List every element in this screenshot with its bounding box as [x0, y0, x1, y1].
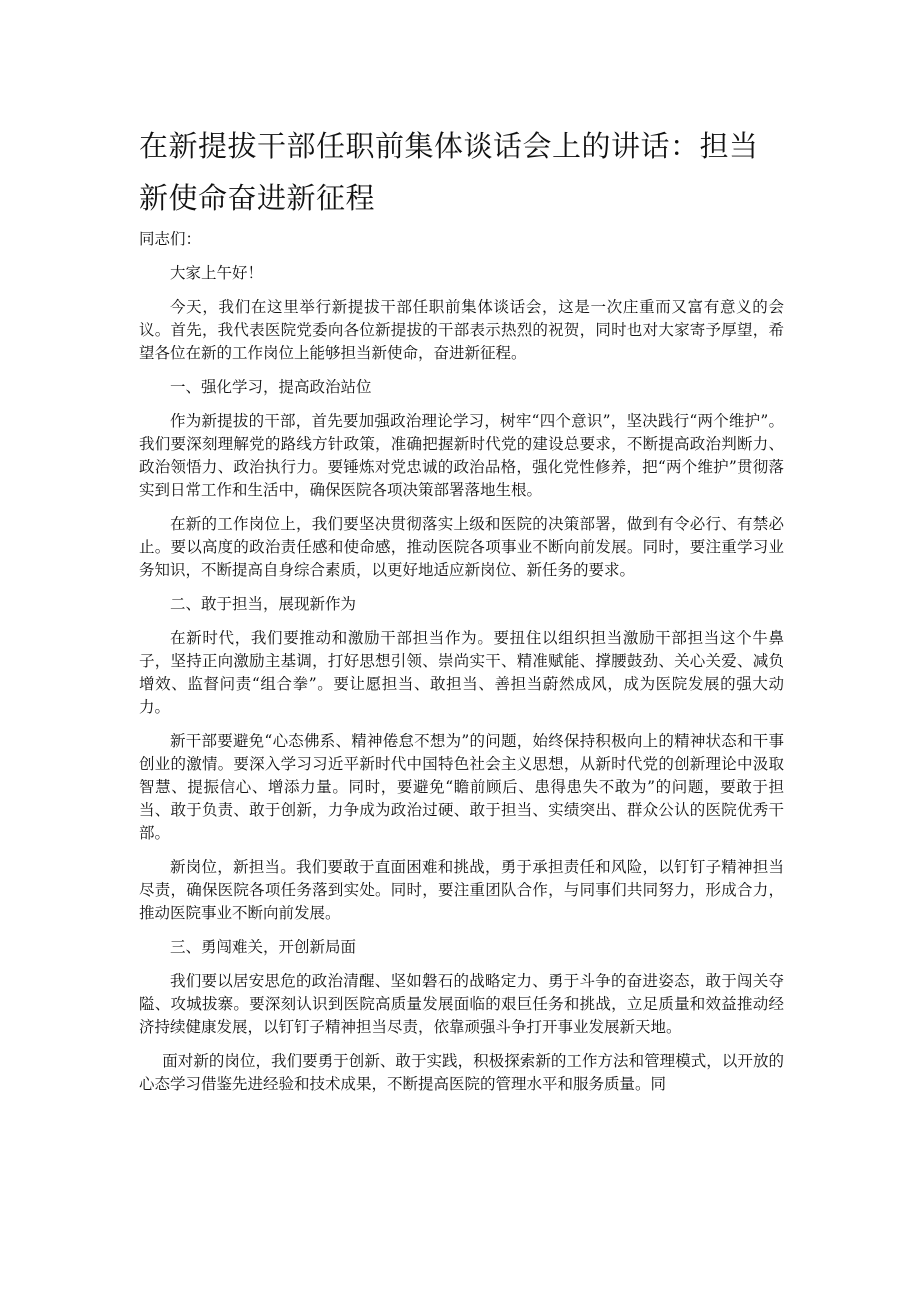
paragraph: 新岗位，新担当。我们要敢于直面困难和挑战，勇于承担责任和风险，以钉钉子精神担当尽责，确保医院各项任务落到实处。同时，要注重团队合作，与同事们共同努力，形成合力，推动医院事业不断向前发展。 [139, 858, 784, 922]
salutation: 同志们： [139, 230, 202, 248]
section-heading: 三、勇闯难关，开创新局面 [170, 938, 357, 956]
greeting: 大家上午好！ [170, 264, 264, 282]
document-page [139, 120, 784, 1107]
paragraph: 在新的工作岗位上，我们要坚决贯彻落实上级和医院的决策部署，做到有令必行、有禁必止。要以高度的政治责任感和使命感，推动医院各项事业不断向前发展。同时，要注重学习业务知识，不断提高自身综合素质，以更好地适应新岗位、新任务的要求。 [139, 515, 784, 579]
paragraph: 新干部要避免“心态佛系、精神倦怠不想为”的问题，始终保持积极向上的精神状态和干事创业的激情。要深入学习习近平新时代中国特色社会主义思想，从新时代党的创新理论中汲取智慧、提振信心、增添力量。同时，要避免“瞻前顾后、患得患失不敢为”的问题，要敢于担当、敢于负责、敢于创新，力争成为政治过硬、敢于担当、实绩突出、群众公认的医院优秀干部。 [139, 732, 784, 842]
section-heading: 一、强化学习，提高政治站位 [170, 378, 372, 396]
paragraph: 在新时代，我们要推动和激励干部担当作为。要扭住以组织担当激励干部担当这个牛鼻子，坚持正向激励主基调，打好思想引领、崇尚实干、精准赋能、撑腰鼓劲、关心关爱、减负增效、监督问责“组合拳”。要让愿担当、敢担当、善担当蔚然成风，成为医院发展的强大动力。 [139, 629, 784, 716]
paragraph: 我们要以居安思危的政治清醒、坚如磐石的战略定力、勇于斗争的奋进姿态，敢于闯关夺隘、攻城拔寨。要深刻认识到医院高质量发展面临的艰巨任务和挑战，立足质量和效益推动经济持续健康发展，以钉钉子精神担当尽责，依靠顽强斗争打开事业发展新天地。 [139, 972, 784, 1036]
intro-paragraph: 今天，我们在这里举行新提拔干部任职前集体谈话会，这是一次庄重而又富有意义的会议。首先，我代表医院党委向各位新提拔的干部表示热烈的祝贺，同时也对大家寄予厚望，希望各位在新的工作岗位上能够担当新使命，奋进新征程。 [139, 298, 784, 362]
document-title: 在新提拔干部任职前集体谈话会上的讲话：担当新使命奋进新征程 [139, 129, 759, 215]
paragraph: 面对新的岗位，我们要勇于创新、敢于实践，积极探索新的工作方法和管理模式，以开放的心态学习借鉴先进经验和技术成果，不断提高医院的管理水平和服务质量。同 [139, 1052, 784, 1093]
paragraph: 作为新提拔的干部，首先要加强政治理论学习，树牢“四个意识”，坚决践行“两个维护”。我们要深刻理解党的路线方针政策，准确把握新时代党的建设总要求，不断提高政治判断力、政治领悟力、政治执行力。要锤炼对党忠诚的政治品格，强化党性修养，把“两个维护”贯彻落实到日常工作和生活中，确保医院各项决策部署落地生根。 [139, 412, 784, 499]
section-heading: 二、敢于担当，展现新作为 [170, 595, 357, 613]
